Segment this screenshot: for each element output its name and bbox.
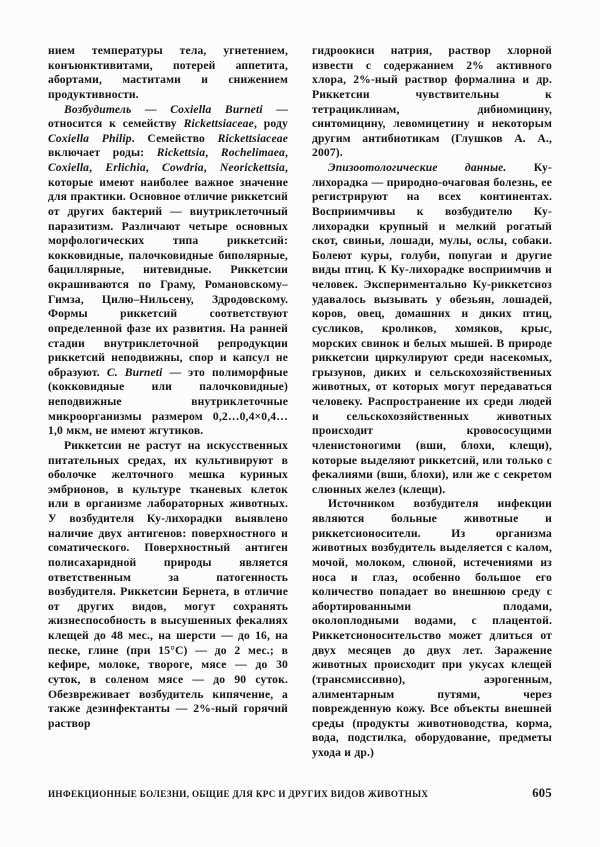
italic-term-epizootology: Эпизоотологические данные. (328, 161, 507, 174)
italic-genus-coxiella-philip: Coxiella Philip (48, 131, 132, 145)
page-footer (48, 786, 552, 801)
italic-genus-cowdria: Cowdria (162, 161, 204, 174)
paragraph-left-1 (48, 44, 288, 103)
paragraph-text: Риккетсии не растут на искусственных питательных средах, их культивируют в оболочке желточного мешка куриных эмбрионов, в культуре тканевых клеток или в организме лабораторных животных. У возбудителя Ку-лихорадки выявлено наличие двух антигенов: поверхностного и соматического. Поверхностный антиген полисахаридной природы является ответственным за патогенность возбудителя. Риккетсии Бернета, в отличие от других видов, могут сохранять жизнеспособность в высушенных фекалиях клещей до 48 мес., на шерсти — до 16, на песке, глине (при 15°С) — до 2 мес.; в кефире, молоке, твороге, мясе — до 30 суток, в соленом мясе — до 90 суток. Обезвреживает возбудитель кипячение, а также дезинфектанты — 2%-ный горячий раствор (48, 438, 288, 730)
paragraph-text: нием температуры тела, угнетением, конъюнктивитами, потерей аппетита, абортами, маститами и снижением продуктивности. (48, 44, 288, 101)
left-text-column (48, 44, 288, 744)
paragraph-left-2 (48, 103, 288, 439)
italic-genus-neorickettsia: Neorickettsia (219, 161, 285, 174)
paragraph-right-1 (312, 44, 552, 161)
paragraph-text: гидроокиси натрия, раствор хлорной извести с содержанием 2% активного хлора, 2%-ный раствор формалина и др. Риккетсии чувствительны к тетрациклинам, дибиомицину, синтомицину, левомицетину и некоторым другим антибиотикам (Глушков А. А., 2007). (312, 44, 552, 160)
right-text-column (312, 44, 552, 759)
page-content-columns (48, 44, 552, 759)
italic-genus-erlichia: Erlichia (105, 161, 146, 174)
paragraph-right-3 (312, 497, 552, 760)
paragraph-right-2 (312, 161, 552, 497)
paragraph-text: Источником возбудителя инфекции являются больные животные и риккетсионосители. Из организма животных возбудитель выделяется с калом, мочой, молоком, слюной, истечениями из носа и глаз, особенно большое его количество попадает во внешнюю среду с абортированными плодами, околоплодными водами, с плацентой. Риккетсионосительство может длиться от двух месяцев до двух лет. Заражение животных происходит при укусах клещей (трансмиссивно), аэрогенным, алиментарным путями, через поврежденную кожу. Все объекты внешней среды (продукты животноводства, корма, вода, подстилка, оборудование, предметы ухода и др.) (312, 497, 552, 759)
paragraph-text-rest-5: Ку-лихорадка — природно-очаговая болезнь, ее регистрируют на всех континентах. Восприимчивы к возбудителю Ку-лихорадки крупный и мелкий рогатый скот, свиньи, лошади, мулы, ослы, собаки. Болеют куры, голуби, попугаи и другие виды птиц. К Ку-лихорадке восприимчив и человек. Экспериментально Ку-риккетсиоз удавалось вызывать у обезьян, лошадей, коров, овец, домашних и диких птиц, сусликов, кроликов, хомяков, крыс, морских свинок и белых мышей. В природе риккетсии циркулируют среди насекомых, грызунов, диких и сельскохозяйственных животных, от которых могут передаваться человеку. Распространение их среди людей и сельскохозяйственных животных происходит кровососущими членистоногими (вши, блохи, клещи), которые выделяют риккетсий, или только с фекалиями (вши, блохи), или же с секретом слюнных желез (клещи). (312, 161, 552, 496)
italic-genus-rickettsia: Rickettsia (156, 146, 206, 160)
italic-family-rickettsiaceae-2: Rickettsiaceae (217, 131, 288, 145)
italic-genus-rochelimaea: Rochelimaea (220, 146, 285, 160)
running-head: ИНФЕКЦИОННЫЕ БОЛЕЗНИ, ОБЩИЕ ДЛЯ КРС И ДРУГИХ ВИДОВ ЖИВОТНЫХ (48, 789, 429, 799)
italic-term-pathogen: Возбудитель — Coxiella Burneti (64, 102, 263, 116)
italic-species-c-burneti: C. Burneti (106, 365, 163, 379)
paragraph-left-3 (48, 439, 288, 732)
paragraph-text-rest-2: — относится к семейству Rickettsiaceae, роду Coxiella Philip. Семейство Rickettsiaceae включает роды: Rickettsia, Rochelimaea, Coxiella, Erlichia, Cowdria, Neorickettsia, которые имеют наиболее важное значение для практики. Основное отличие риккетсий от других бактерий — внутриклеточный паразитизм. Различают четыре основных морфологических типа риккетсий: кокковидные, палочковидные биполярные, бациллярные, нитевидные. Риккетсии окрашиваются по Граму, Романовскому–Гимза, Цилю–Нильсену, Здродовскому. Формы риккетсий соответствуют определенной фазе их развития. На ранней стадии внутриклеточной репродукции риккетсий неподвижны, спор и капсул не образуют. C. Burneti — это полиморфные (кокковидные или палочковидные) неподвижные внутриклеточные микроорганизмы размером 0,2…0,4×0,4…1,0 мкм, не имеют жгутиков. (48, 102, 289, 438)
italic-family-rickettsiaceae: Rickettsiaceae (183, 117, 254, 131)
page-number: 605 (532, 786, 552, 800)
italic-genus-coxiella: Coxiella (48, 161, 90, 174)
